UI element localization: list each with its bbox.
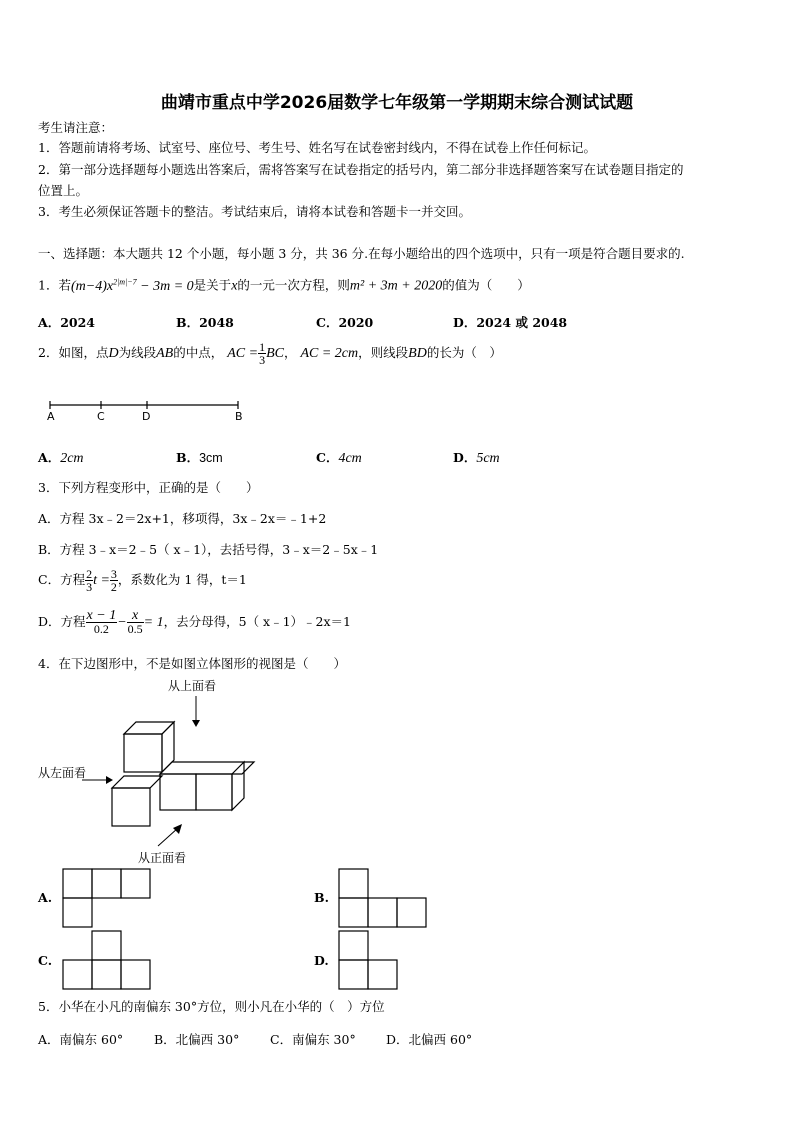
q1-equation: $(m-4)x^{2|m|-7} - 3m = 0$ [70, 277, 194, 294]
q4-option-b-figure [338, 868, 430, 930]
question-3: 3．下列方程变形中，正确的是（ ） [38, 480, 259, 495]
q2-option-b: B．3cm [176, 450, 223, 465]
question-1: 1．若$(m-4)x^{2|m|-7} - 3m = 0$是关于x的一元一次方程，则m² + 3m + 2020的值为（ ） [38, 277, 530, 294]
label-top-view: 从上面看 [168, 679, 217, 693]
q2-fraction: $\frac{1}{3}$ [259, 340, 266, 367]
cube-upper-side [162, 722, 174, 772]
q5-option-a: A．南偏东 60° [38, 1032, 124, 1047]
q4-option-a-label: A. [38, 890, 53, 905]
q1-pre: 若 [58, 277, 71, 293]
q2-option-d: D．5cm [453, 450, 500, 466]
q4-option-d-figure [338, 930, 402, 992]
label-left-view: 从左面看 [38, 766, 87, 780]
q1-option-a: A．2024 [38, 315, 95, 330]
q1-option-b: B．2048 [176, 315, 234, 330]
notice-item-3: 3．考生必须保证答题卡的整洁。考试结束后，请将本试卷和答题卡一并交回。 [38, 204, 471, 219]
cube-row-2 [196, 774, 232, 810]
q4-option-d-label: D. [314, 953, 329, 968]
notice-item-1: 1．答题前请将考场、试室号、座位号、考生号、姓名写在试卷密封线内，不得在试卷上作任何标记。 [38, 140, 596, 155]
q4-option-c-label: C. [38, 953, 53, 968]
notice-item-2: 2．第一部分选择题每小题选出答案后，需将答案写在试卷指定的括号内，第二部分非选择题答案写在试卷题目指定的 [38, 162, 684, 177]
label-a: A [47, 410, 55, 423]
q4-option-b-label: B. [314, 890, 329, 905]
q2-option-c: C．4cm [316, 450, 362, 466]
q3-option-a: A．方程 3x﹣2＝2x+1，移项得，3x﹣2x＝﹣1+2 [38, 511, 327, 526]
cube-upper-front [124, 734, 162, 772]
cube-top-face [124, 722, 174, 734]
q2-segment-figure [40, 398, 250, 426]
q3-option-d: D．方程 $\frac{x - 1}{0.2}$ − $\frac{x}{0.5}$ = 1，去分母得，5（ x﹣1）﹣2x＝1 [38, 608, 351, 636]
question-2: 2．如图，点D为线段AB的中点， AC = $\frac{1}{3}$ BC， AC = 2cm，则线段BD的长为（ ） [38, 340, 502, 367]
q1-expression: m² + 3m + 2020 [349, 278, 443, 294]
q3-option-c: C．方程 $\frac{2}{3}$ t = $\frac{3}{2}$ ，系数化为 1 得，t＝1 [38, 567, 247, 594]
arrow-front-head [173, 824, 182, 834]
label-c: C [97, 410, 105, 423]
q5-option-b: B．北偏西 30° [154, 1032, 240, 1047]
question-5: 5．小华在小凡的南偏东 30°方位，则小凡在小华的（ ）方位 [38, 999, 385, 1014]
arrow-top-head [192, 720, 200, 727]
label-b: B [235, 410, 243, 423]
q4-option-c-figure [62, 930, 154, 992]
q2-option-a: A．2cm [38, 450, 84, 466]
section-heading: 一、选择题：本大题共 12 个小题，每小题 3 分，共 36 分.在每小题给出的四个选项中，只有一项是符合题目要求的. [38, 246, 685, 261]
label-d: D [142, 410, 151, 423]
q1-num: 1． [38, 277, 59, 293]
arrow-left-head [106, 776, 113, 784]
arrow-front-line [158, 828, 178, 846]
q5-option-c: C．南偏东 30° [270, 1032, 356, 1047]
q1-option-d: D．2024 或 2048 [453, 315, 568, 330]
cube-left-front [112, 788, 150, 826]
q3-option-b: B．方程 3﹣x＝2﹣5（ x﹣1），去括号得，3﹣x＝2﹣5x﹣1 [38, 542, 379, 557]
q4-option-a-figure [62, 868, 154, 930]
q4-solid-figure [30, 676, 270, 868]
q1-option-c: C．2020 [316, 315, 374, 330]
notice-item-2-cont: 位置上。 [38, 183, 89, 198]
notice-heading: 考生请注意： [38, 120, 114, 135]
cube-row-1 [160, 774, 196, 810]
question-4: 4．在下边图形中，不是如图立体图形的视图是（ ） [38, 656, 346, 671]
page-title: 曲靖市重点中学2026届数学七年级第一学期期末综合测试试题 [160, 93, 634, 113]
label-front-view: 从正面看 [138, 851, 187, 865]
q5-option-d: D．北偏西 60° [386, 1032, 473, 1047]
